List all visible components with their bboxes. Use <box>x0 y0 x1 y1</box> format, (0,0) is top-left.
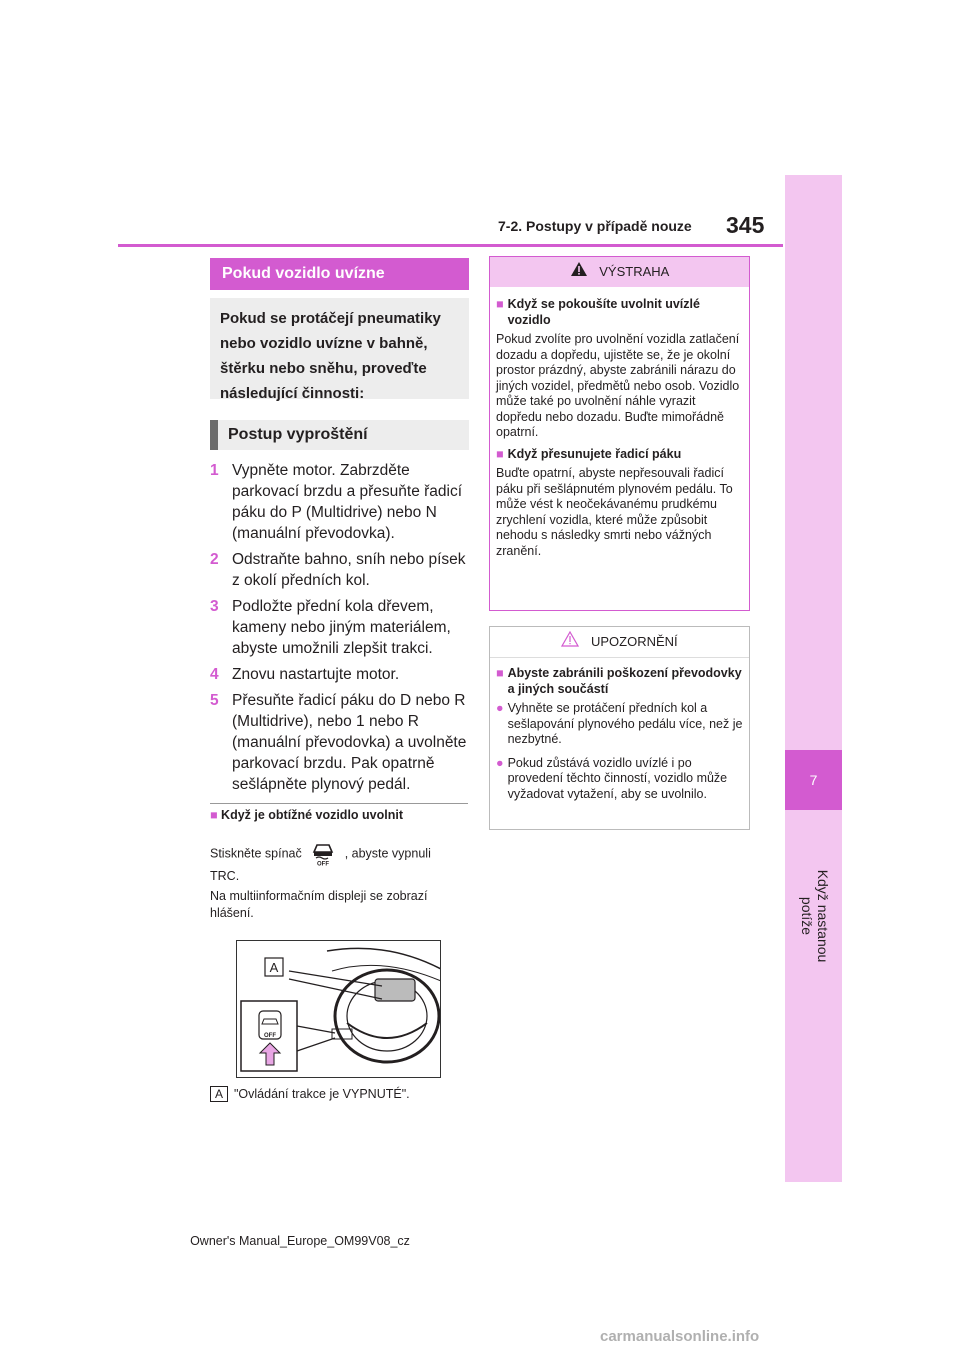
note-line-1 <box>210 842 470 866</box>
dashboard-drawing <box>237 941 441 1078</box>
figure-label-a: A <box>269 960 279 975</box>
caution-subhead <box>496 666 743 697</box>
inset-off-label: OFF <box>264 1033 276 1039</box>
step-number: 5 <box>210 692 219 709</box>
header-rule <box>118 244 783 247</box>
square-bullet-icon: ■ <box>496 297 504 311</box>
chapter-number[interactable]: 7 <box>785 750 842 810</box>
square-bullet-icon: ■ <box>496 446 504 461</box>
caution-bullet-2-text: Pokud zůstává vozidlo uvízlé i po provedení těchto činností, vozidlo může vyžadovat vytažení, aby se uvolnilo. <box>507 755 728 801</box>
caption-badge: A <box>210 1086 228 1102</box>
step-text: Přesuňte řadicí páku do D nebo R (Multidrive), nebo 1 nebo R (manuální převodovka) a uvolněte parkovací brzdu. Pak opatrně sešlápněte plynový pedál. <box>232 692 467 793</box>
intro-box <box>210 298 469 402</box>
note-text-a: Stiskněte spínač <box>210 846 302 861</box>
warning-subhead-1 <box>496 297 743 328</box>
caution-subhead-text: Abyste zabránili poškození převodovky a jiných součástí <box>507 666 742 696</box>
square-bullet-icon: ■ <box>496 666 504 680</box>
warning-triangle-icon <box>570 258 588 288</box>
figure-caption <box>210 1086 410 1102</box>
note-title <box>210 808 403 822</box>
step-number: 4 <box>210 666 219 683</box>
caption-text: "Ovládání trakce je VYPNUTÉ". <box>234 1087 410 1101</box>
round-bullet-icon: ● <box>496 755 504 770</box>
note-title-text: Když je obtížné vozidlo uvolnit <box>221 808 403 822</box>
steps-list <box>210 460 470 800</box>
warning-title: VÝSTRAHA <box>599 264 670 279</box>
intro-text: Pokud se protáčejí pneumatiky nebo vozidlo uvízne v bahně, štěrku nebo sněhu, proveďte následující činnosti: <box>220 310 441 402</box>
footer-text: Owner's Manual_Europe_OM99V08_cz <box>190 1234 410 1248</box>
note-line-3: Na multiinformačním displeji se zobrazí hlášení. <box>210 889 428 920</box>
warning-para-1: Pokud zvolíte pro uvolnění vozidla zatlačení dozadu a dopředu, ujistěte se, že je okolní prostor prázdný, abyste zabránili nárazu do jiných vozidel, předmětů nebo osob. Vozidlo může také po uvolnění náhle vyrazit dopředu nebo dozadu. Buďte mimořádně opatrní. <box>496 332 740 439</box>
caution-triangle-icon <box>561 628 579 658</box>
caution-body <box>490 658 749 814</box>
warning-subhead-1-text: Když se pokoušíte uvolnit uvízlé vozidlo <box>507 297 700 327</box>
step-number: 2 <box>210 551 219 568</box>
caution-bullet-2 <box>496 756 743 803</box>
warning-para-2: Buďte opatrní, abyste nepřesouvali řadicí páku při sešlápnutém plynovém pedálu. To může vést k neočekávanému prudkému zrychlení vozidla, které může způsobit nehodu s následky smrti nebo vážných zranění. <box>496 466 733 558</box>
note-divider <box>210 803 468 804</box>
step-item <box>210 460 470 544</box>
caution-box <box>489 626 750 830</box>
caution-header <box>490 627 749 658</box>
step-item <box>210 549 470 591</box>
watermark: carmanualsonline.info <box>600 1328 760 1345</box>
trc-off-switch-icon <box>309 842 337 866</box>
warning-subhead-2-text: Když přesunujete řadicí páku <box>507 446 682 461</box>
round-bullet-icon: ● <box>496 701 504 715</box>
chapter-label: Když nastanou potíže <box>799 869 831 963</box>
step-text: Vypněte motor. Zabrzděte parkovací brzdu a přesuňte řadicí páku do P (Multidrive) nebo N (manuální převodovka). <box>232 462 463 542</box>
warning-subhead-2 <box>496 447 743 463</box>
svg-text:OFF: OFF <box>317 861 330 866</box>
square-bullet-icon: ■ <box>210 808 218 822</box>
caution-bullet-1-text: Vyhněte se protáčení předních kol a sešlapování plynového pedálu více, než je nezbytné. <box>507 701 743 746</box>
page-number: 345 <box>726 212 765 238</box>
chapter-side-tab[interactable] <box>785 175 842 1182</box>
dashboard-illustration <box>236 940 441 1078</box>
step-text: Odstraňte bahno, sníh nebo písek z okolí předních kol. <box>232 551 466 589</box>
step-number: 1 <box>210 462 219 479</box>
warning-body <box>490 287 749 569</box>
caution-title: UPOZORNĚNÍ <box>590 634 678 649</box>
note-line-2: TRC. <box>210 869 240 883</box>
subheading: Postup vyproštění <box>210 420 469 450</box>
step-text: Podložte přední kola dřevem, kameny nebo jiným materiálem, abyste umožnili zlepšit trakci. <box>232 598 451 657</box>
step-item <box>210 690 470 795</box>
note-text-b: , abyste vypnuli <box>344 846 431 861</box>
section-heading: Pokud vozidlo uvízne <box>210 258 469 290</box>
step-number: 3 <box>210 598 219 615</box>
section-title: 7-2. Postupy v případě nouze <box>498 218 692 234</box>
step-item <box>210 596 470 659</box>
step-item <box>210 664 470 685</box>
caution-bullet-1 <box>496 701 743 748</box>
warning-box <box>489 256 750 611</box>
warning-header <box>490 257 749 287</box>
step-text: Znovu nastartujte motor. <box>232 666 400 683</box>
